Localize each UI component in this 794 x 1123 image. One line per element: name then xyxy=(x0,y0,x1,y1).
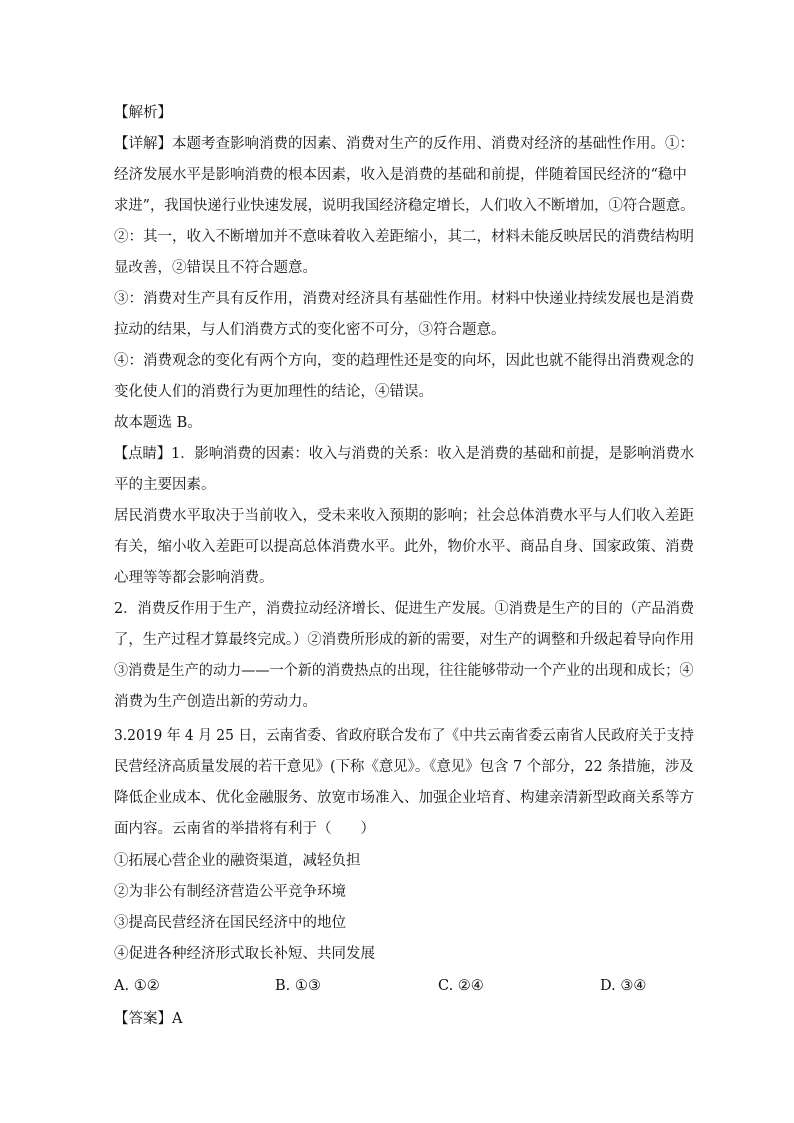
detail-line: 拉动的结果，与人们消费方式的变化密不可分，③符合题意。 xyxy=(114,322,506,338)
detail-line: ③：消费对生产具有反作用，消费对经济具有基础性作用。材料中快递业持续发展也是消费 xyxy=(114,291,694,307)
detail-line: 经济发展水平是影响消费的根本因素，收入是消费的基础和前提，伴随着国民经济的“稳中 xyxy=(114,167,687,183)
tips-line: 心理等等都会影响消费。 xyxy=(114,570,274,586)
tips-line: 有关，缩小收入差距可以提高总体消费水平。此外，物价水平、商品自身、国家政策、消费 xyxy=(114,539,694,555)
detail-line: ④：消费观念的变化有两个方向，变的趋理性还是变的向坏，因此也就不能得出消费观念的 xyxy=(114,353,694,369)
tips-line: 【点睛】1．影响消费的因素：收入与消费的关系：收入是消费的基础和前提，是影响消费水 xyxy=(114,446,695,462)
detail-line: 【详解】本题考查影响消费的因素、消费对生产的反作用、消费对经济的基础性作用。①： xyxy=(114,136,694,152)
analysis-heading: 【解析】 xyxy=(114,105,172,121)
detail-line: 变化使人们的消费行为更加理性的结论，④错误。 xyxy=(114,384,433,400)
statement-item: ①拓展心营企业的融资渠道，减轻负担 xyxy=(114,853,361,869)
question-line: 面内容。云南省的举措将有利于（ ） xyxy=(114,821,375,837)
detail-line: ②：其一，收入不断增加并不意味着收入差距缩小，其二，材料未能反映居民的消费结构明 xyxy=(114,229,694,245)
question-line: 3.2019 年 4 月 25 日，云南省委、省政府联合发布了《中共云南省委云南省人民政府关于支持 xyxy=(114,728,694,744)
question-line: 降低企业成本、优化金融服务、放宽市场准入、加强企业培育、构建亲清新型政商关系等方 xyxy=(114,790,694,806)
statement-item: ③提高民营经济在国民经济中的地位 xyxy=(114,915,346,931)
statement-item: ②为非公有制经济营造公平竞争环境 xyxy=(114,884,346,900)
tips-line: 消费为生产创造出新的劳动力。 xyxy=(114,694,317,710)
question-line: 民营经济高质量发展的若干意见》(下称《意见》。《意见》包含 7 个部分，22 条措施，涉及 xyxy=(114,759,694,775)
option-b: B. ①③ xyxy=(275,978,321,994)
tips-line: 居民消费水平取决于当前收入，受未来收入预期的影响；社会总体消费水平与人们收入差距 xyxy=(114,508,694,524)
tips-line: 平的主要因素。 xyxy=(114,477,216,493)
detail-conclusion: 故本题选 B。 xyxy=(114,415,202,431)
tips-line: ③消费是生产的动力——一个新的消费热点的出现，往往能够带动一个产业的出现和成长；④ xyxy=(114,663,694,679)
answer-line: 【答案】A xyxy=(114,1011,183,1027)
detail-line: 显改善，②错误且不符合题意。 xyxy=(114,260,317,276)
option-d: D. ③④ xyxy=(600,978,647,994)
tips-line: 了，生产过程才算最终完成。）②消费所形成的新的需要，对生产的调整和升级起着导向作用 xyxy=(114,632,695,648)
option-a: A. ①② xyxy=(114,978,160,994)
tips-line: 2．消费反作用于生产，消费拉动经济增长、促进生产发展。①消费是生产的目的（产品消费 xyxy=(114,601,695,617)
statement-item: ④促进各种经济形式取长补短、共同发展 xyxy=(114,946,375,962)
detail-line: 求进”，我国快递行业快速发展，说明我国经济稳定增长，人们收入不断增加，①符合题意。 xyxy=(114,198,695,214)
option-c: C. ②④ xyxy=(438,978,484,994)
